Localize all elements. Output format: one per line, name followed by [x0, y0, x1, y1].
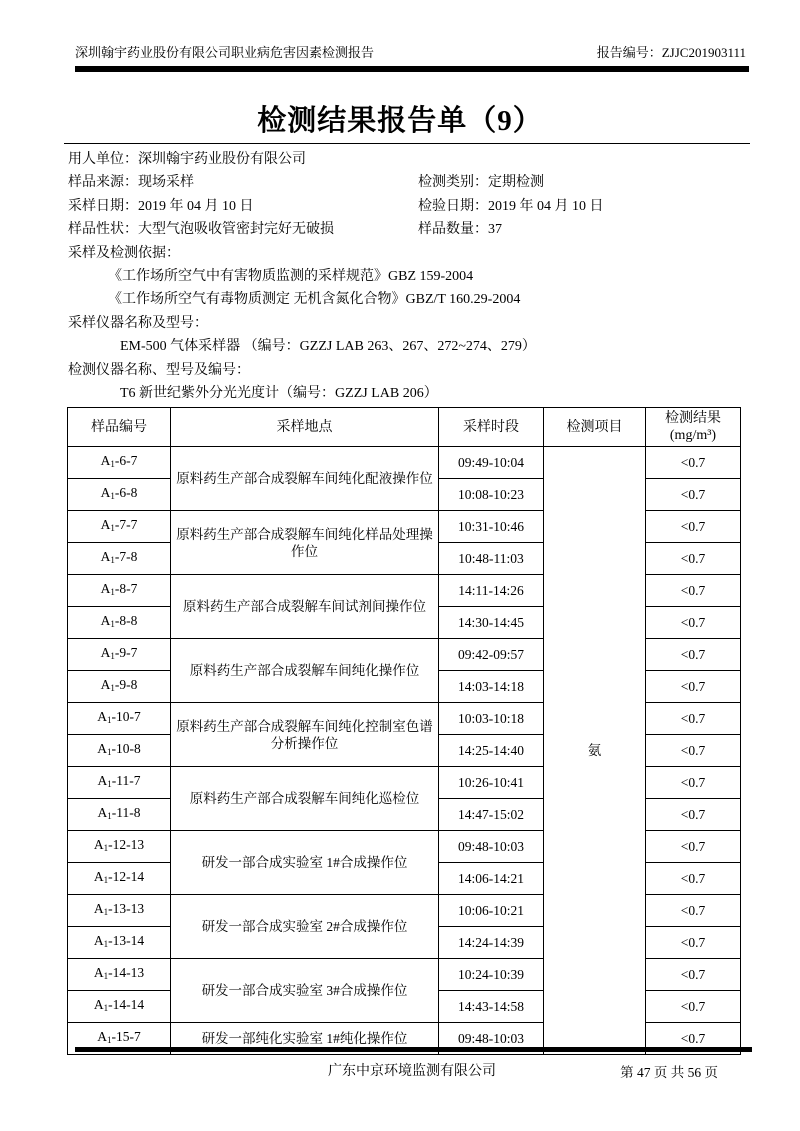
- result-cell: <0.7: [646, 479, 741, 511]
- sample-id-cell: A1-10-8: [68, 735, 171, 767]
- time-cell: 10:26-10:41: [439, 767, 544, 799]
- time-cell: 09:49-10:04: [439, 447, 544, 479]
- result-cell: <0.7: [646, 735, 741, 767]
- location-cell: 原料药生产部合成裂解车间纯化巡检位: [171, 767, 439, 831]
- result-cell: <0.7: [646, 671, 741, 703]
- title-divider: [64, 143, 750, 144]
- header-time: 采样时段: [439, 408, 544, 447]
- time-cell: 14:43-14:58: [439, 991, 544, 1023]
- sample-source: 样品来源：现场采样: [68, 175, 194, 191]
- time-cell: 10:06-10:21: [439, 895, 544, 927]
- footer-company: 广东中京环境监测有限公司: [328, 1064, 496, 1079]
- info-line-condition-qty: [68, 218, 750, 241]
- result-cell: <0.7: [646, 959, 741, 991]
- time-cell: 14:30-14:45: [439, 607, 544, 639]
- sample-id-cell: A1-11-8: [68, 799, 171, 831]
- sample-id-cell: A1-6-8: [68, 479, 171, 511]
- location-cell: 原料药生产部合成裂解车间纯化样品处理操作位: [171, 511, 439, 575]
- result-cell: <0.7: [646, 895, 741, 927]
- time-cell: 10:24-10:39: [439, 959, 544, 991]
- sample-id-cell: A1-14-13: [68, 959, 171, 991]
- result-cell: <0.7: [646, 927, 741, 959]
- basis-standard-1: 《工作场所空气中有害物质监测的采样规范》GBZ 159-2004: [108, 268, 474, 284]
- time-cell: 14:47-15:02: [439, 799, 544, 831]
- time-cell: 10:31-10:46: [439, 511, 544, 543]
- info-line-source-category: [68, 171, 750, 194]
- time-cell: 14:06-14:21: [439, 863, 544, 895]
- result-cell: <0.7: [646, 831, 741, 863]
- header-result-line2: (mg/m³): [669, 428, 717, 443]
- sample-id-cell: A1-8-8: [68, 607, 171, 639]
- location-cell: 原料药生产部合成裂解车间纯化控制室色谱分析操作位: [171, 703, 439, 767]
- location-cell: 原料药生产部合成裂解车间纯化操作位: [171, 639, 439, 703]
- header-sample-id: 样品编号: [68, 408, 171, 447]
- sample-condition: 样品性状：大型气泡吸收管密封完好无破损: [68, 222, 334, 238]
- analyzer-label: 检测仪器名称、型号及编号：: [68, 362, 250, 378]
- page-title: 检测结果报告单（9）: [257, 105, 543, 137]
- detection-category: 检测类别：定期检测: [418, 175, 544, 191]
- info-line-employer: [68, 148, 750, 171]
- sample-id-cell: A1-13-13: [68, 895, 171, 927]
- time-cell: 14:03-14:18: [439, 671, 544, 703]
- time-cell: 09:42-09:57: [439, 639, 544, 671]
- sample-id-cell: A1-9-8: [68, 671, 171, 703]
- result-cell: <0.7: [646, 639, 741, 671]
- result-cell: <0.7: [646, 1023, 741, 1055]
- header-rule: [75, 66, 749, 72]
- employer-value: 用人单位：深圳翰宇药业股份有限公司: [68, 152, 306, 167]
- report-table-body: [68, 447, 741, 1055]
- detection-item-cell: 氨: [544, 447, 646, 1055]
- sample-id-cell: A1-7-8: [68, 543, 171, 575]
- inspection-date: 检验日期：2019 年 04 月 10 日: [418, 198, 604, 214]
- header-item: 检测项目: [544, 408, 646, 447]
- header-result: [646, 408, 741, 447]
- sampling-date: 采样日期：2019 年 04 月 10 日: [68, 198, 254, 214]
- result-cell: <0.7: [646, 575, 741, 607]
- result-cell: <0.7: [646, 703, 741, 735]
- sampler-label: 采样仪器名称及型号：: [68, 315, 208, 331]
- sample-id-cell: A1-10-7: [68, 703, 171, 735]
- result-cell: <0.7: [646, 447, 741, 479]
- location-cell: 原料药生产部合成裂解车间试剂间操作位: [171, 575, 439, 639]
- header-location: 采样地点: [171, 408, 439, 447]
- sampler-instrument: EM-500 气体采样器 （编号：GZZJ LAB 263、267、272~274、279）: [120, 339, 536, 355]
- basis-standard-2: 《工作场所空气有毒物质测定 无机含氮化合物》GBZ/T 160.29-2004: [108, 292, 521, 308]
- footer-rule: [75, 1047, 752, 1052]
- time-cell: 10:03-10:18: [439, 703, 544, 735]
- result-cell: <0.7: [646, 767, 741, 799]
- result-cell: <0.7: [646, 863, 741, 895]
- footer-page-number: 第 47 页 共 56 页: [620, 1065, 718, 1080]
- location-cell: 研发一部合成实验室 3#合成操作位: [171, 959, 439, 1023]
- result-cell: <0.7: [646, 511, 741, 543]
- info-line-dates: [68, 195, 750, 218]
- sample-id-cell: A1-12-13: [68, 831, 171, 863]
- result-cell: <0.7: [646, 991, 741, 1023]
- sample-id-cell: A1-14-14: [68, 991, 171, 1023]
- header-result-line1: 检测结果: [665, 411, 721, 426]
- analyzer-instrument: T6 新世纪紫外分光光度计（编号：GZZJ LAB 206）: [120, 385, 438, 401]
- location-cell: 原料药生产部合成裂解车间纯化配液操作位: [171, 447, 439, 511]
- result-cell: <0.7: [646, 799, 741, 831]
- running-header: [75, 44, 746, 62]
- result-cell: <0.7: [646, 607, 741, 639]
- time-cell: 09:48-10:03: [439, 1023, 544, 1055]
- basis-label: 采样及检测依据：: [68, 245, 180, 261]
- sample-id-cell: A1-8-7: [68, 575, 171, 607]
- sample-id-cell: A1-11-7: [68, 767, 171, 799]
- time-cell: 14:25-14:40: [439, 735, 544, 767]
- sample-id-cell: A1-6-7: [68, 447, 171, 479]
- location-cell: 研发一部合成实验室 2#合成操作位: [171, 895, 439, 959]
- sample-id-cell: A1-13-14: [68, 927, 171, 959]
- sample-id-cell: A1-9-7: [68, 639, 171, 671]
- location-cell: 研发一部合成实验室 1#合成操作位: [171, 831, 439, 895]
- result-cell: <0.7: [646, 543, 741, 575]
- time-cell: 14:11-14:26: [439, 575, 544, 607]
- time-cell: 09:48-10:03: [439, 831, 544, 863]
- table-row: [68, 447, 741, 479]
- location-cell: 研发一部纯化实验室 1#纯化操作位: [171, 1023, 439, 1055]
- report-number: 报告编号：ZJJC201903111: [596, 45, 746, 60]
- time-cell: 10:08-10:23: [439, 479, 544, 511]
- sample-quantity: 样品数量：37: [418, 222, 502, 238]
- time-cell: 10:48-11:03: [439, 543, 544, 575]
- sample-id-cell: A1-12-14: [68, 863, 171, 895]
- table-header-row: [68, 408, 741, 447]
- time-cell: 14:24-14:39: [439, 927, 544, 959]
- sample-id-cell: A1-7-7: [68, 511, 171, 543]
- running-header-title: 深圳翰宇药业股份有限公司职业病危害因素检测报告: [75, 45, 375, 60]
- report-table: [67, 407, 741, 1055]
- sample-id-cell: A1-15-7: [68, 1023, 171, 1055]
- report-info: [68, 148, 750, 405]
